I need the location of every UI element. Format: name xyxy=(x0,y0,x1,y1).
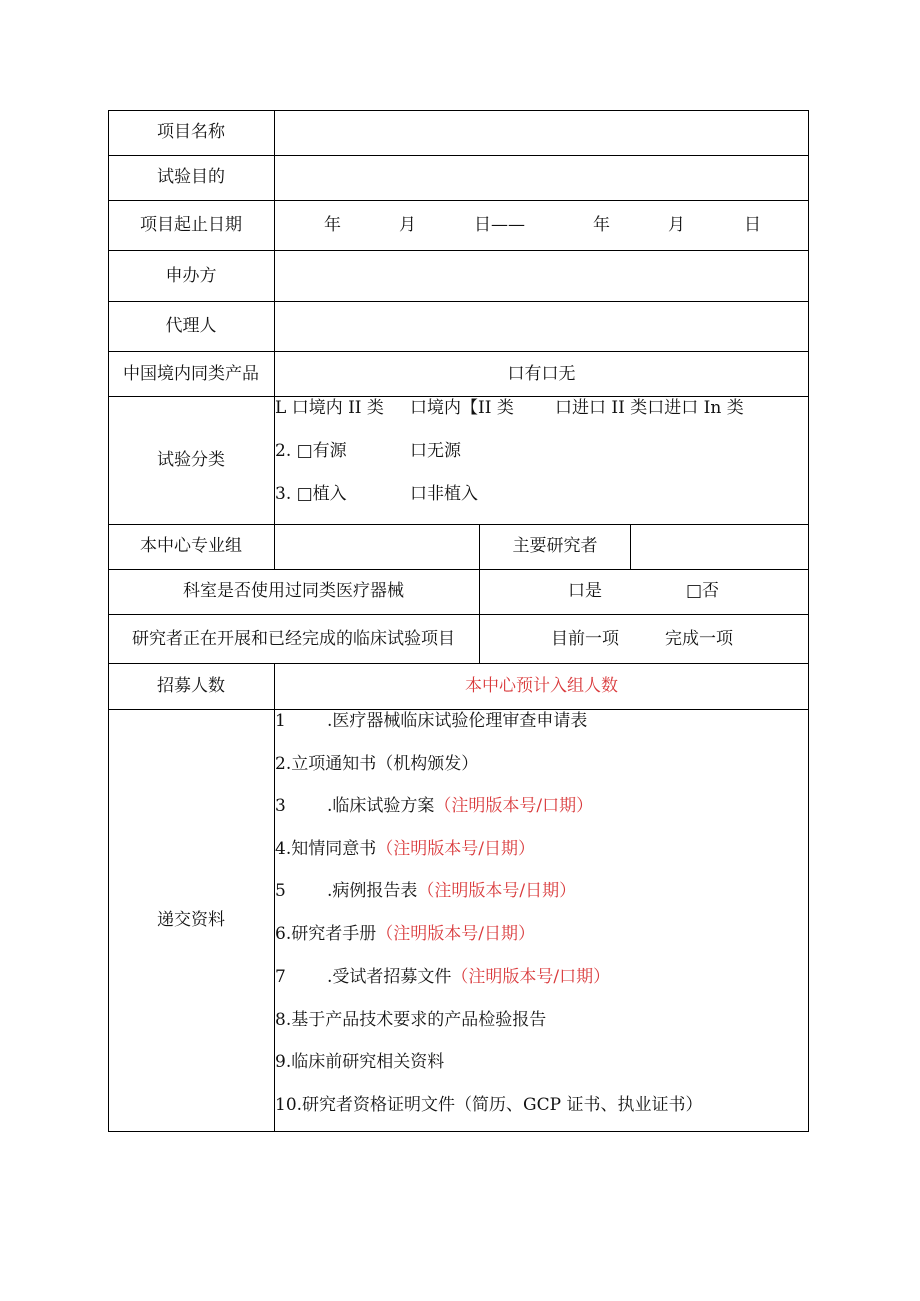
investigator-trials-label: 研究者正在开展和已经完成的临床试验项目 xyxy=(132,629,455,649)
version-note: （注明版本号/口期） xyxy=(451,967,611,987)
dept-used-no-option[interactable]: □否 xyxy=(686,581,720,601)
column-divider xyxy=(808,110,809,1132)
document-item: 5 .病例报告表（注明版本号/日期） xyxy=(275,881,577,901)
document-item: 9.临床前研究相关资料 xyxy=(275,1052,445,1072)
agent-field[interactable] xyxy=(275,302,808,351)
sponsor-field[interactable] xyxy=(275,251,808,301)
start-day-unit: 日—— xyxy=(474,215,525,235)
ethics-review-form-table xyxy=(108,110,809,1132)
document-item: 6.研究者手册（注明版本号/日期） xyxy=(275,924,535,944)
domestic-product-options[interactable]: 口有口无 xyxy=(507,364,576,384)
row-divider xyxy=(108,569,809,570)
domestic-product-label: 中国境内同类产品 xyxy=(123,364,259,384)
class-active-option[interactable]: 2. □有源 xyxy=(275,441,347,461)
document-item: 4.知情同意书（注明版本号/日期） xyxy=(275,839,535,859)
agent-label: 代理人 xyxy=(165,316,217,336)
version-note: （注明版本号/口期） xyxy=(434,796,594,816)
date-range-field[interactable] xyxy=(275,201,808,250)
document-item: 2.立项通知书（机构颁发） xyxy=(275,754,479,774)
ongoing-trials-count[interactable]: 目前一项 xyxy=(551,629,619,649)
principal-investigator-label: 主要研究者 xyxy=(512,536,598,556)
project-name-field[interactable] xyxy=(275,111,808,155)
document-item: 1 .医疗器械临床试验伦理审查申请表 xyxy=(275,711,588,731)
class-domestic-iii-option[interactable]: 口境内【II 类 xyxy=(410,398,514,418)
row-divider xyxy=(108,663,809,664)
purpose-label: 试验目的 xyxy=(157,167,225,187)
document-item: 7 .受试者招募文件（注明版本号/口期） xyxy=(275,967,611,987)
row-divider xyxy=(108,396,809,397)
class-implant-option[interactable]: 3. □植入 xyxy=(275,484,347,504)
class-import-options[interactable]: 口进口 II 类口进口 In 类 xyxy=(555,398,744,418)
class-passive-option[interactable]: 口无源 xyxy=(410,441,461,461)
version-note: （注明版本号/日期） xyxy=(417,881,577,901)
column-divider xyxy=(108,110,109,1132)
center-group-field[interactable] xyxy=(275,525,479,569)
dept-used-yes-option[interactable]: 口是 xyxy=(568,581,602,601)
row-divider xyxy=(108,709,809,710)
row-divider xyxy=(108,614,809,615)
document-item: 3 .临床试验方案（注明版本号/口期） xyxy=(275,796,594,816)
project-name-label: 项目名称 xyxy=(157,122,225,142)
end-month-unit: 月 xyxy=(668,215,685,235)
start-month-unit: 月 xyxy=(399,215,416,235)
row-divider xyxy=(108,351,809,352)
document-item: 10.研究者资格证明文件（简历、GCP 证书、执业证书） xyxy=(275,1095,703,1115)
version-note: （注明版本号/日期） xyxy=(376,839,535,859)
class-non-implant-option[interactable]: 口非植入 xyxy=(410,484,478,504)
completed-trials-count[interactable]: 完成一项 xyxy=(665,629,733,649)
version-note: （注明版本号/日期） xyxy=(376,924,535,944)
row-divider xyxy=(108,1131,809,1132)
dept-used-device-label: 科室是否使用过同类医疗器械 xyxy=(183,581,404,601)
purpose-field[interactable] xyxy=(275,156,808,200)
center-group-label: 本中心专业组 xyxy=(140,536,242,556)
documents-label: 递交资料 xyxy=(157,910,225,930)
sponsor-label: 申办方 xyxy=(165,266,217,286)
classification-label: 试验分类 xyxy=(157,450,225,470)
end-day-unit: 日 xyxy=(744,215,761,235)
class-domestic-ii-option[interactable]: L 口境内 II 类 xyxy=(275,398,384,418)
recruitment-hint[interactable]: 本中心预计入组人数 xyxy=(465,676,618,696)
date-range-label: 项目起止日期 xyxy=(140,215,242,235)
document-item: 8.基于产品技术要求的产品检验报告 xyxy=(275,1010,547,1030)
principal-investigator-field[interactable] xyxy=(631,525,808,569)
recruitment-label: 招募人数 xyxy=(157,676,225,696)
start-year-unit: 年 xyxy=(324,215,341,235)
end-year-unit: 年 xyxy=(593,215,610,235)
